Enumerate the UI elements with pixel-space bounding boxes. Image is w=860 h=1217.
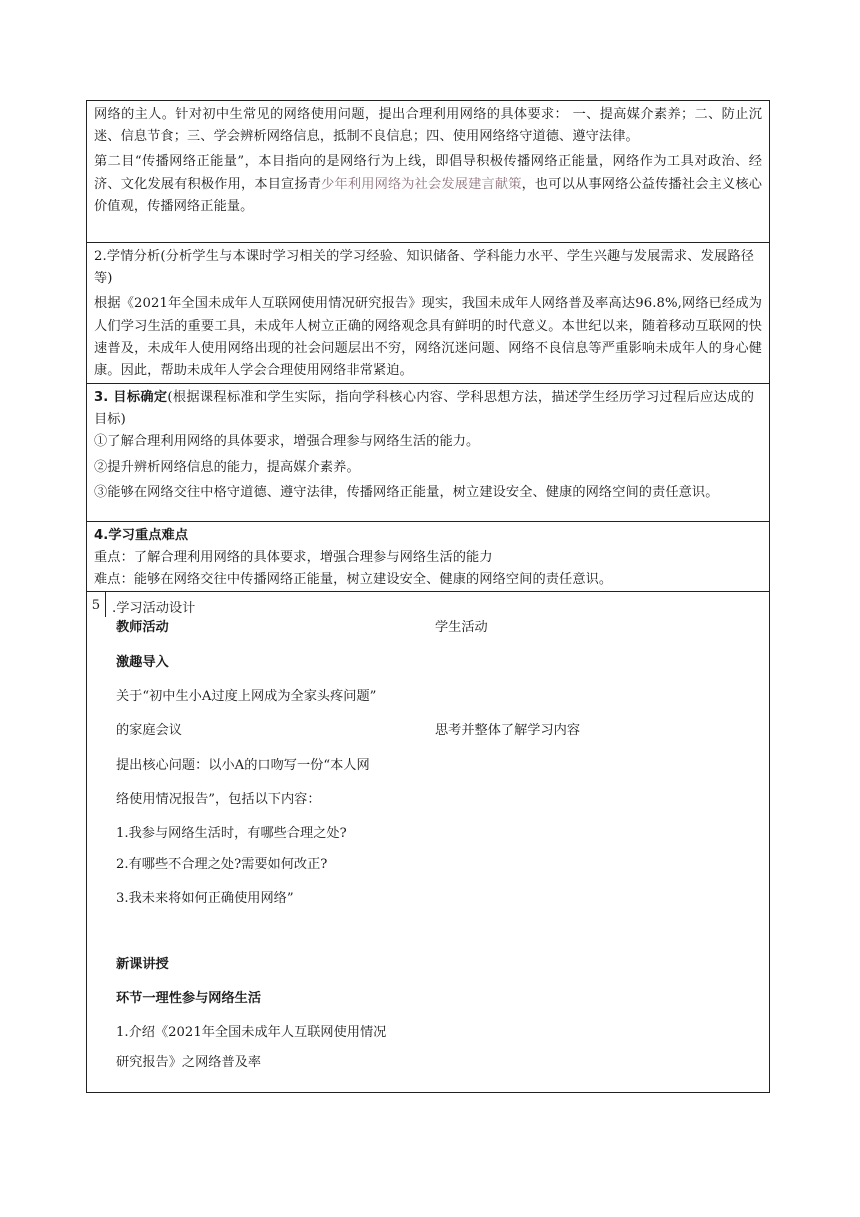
content-paragraph-2-text: 第二目“传播网络正能量”，本目指向的是网络行为上线，即倡导积极传播网络正能量，网络作为工具对政治、经济、文化发展有积极作用，本目宣扬青 <box>94 154 762 192</box>
learner-analysis-heading: 2.学情分析(分析学生与本课时学习相关的学习经验、知识储备、学科能力水平、学生兴趣与发展需求、发展路径等) <box>94 249 754 287</box>
student-activity-header: 学生活动 <box>435 620 488 635</box>
teacher-activity-header: 教师活动 <box>116 620 169 635</box>
goal-item-3: ③能够在网络交往中格守道德、遵守法律，传播网络正能量，树立建设安全、健康的网络空间的责任意识。 <box>94 484 719 500</box>
key-difficult-heading: 4.学习重点难点 <box>94 528 189 543</box>
goals-heading-note: (根据课程标准和学生实际，指向学科核心内容、学科思想方法，描述学生经历学习过程后应达成的目标) <box>94 390 754 428</box>
core-question-line-1: 提出核心问题：以小A的口吻写一份“本人网 <box>116 758 370 773</box>
content-paragraph-1: 网络的主人。针对初中生常见的网络使用问题，提出合理利用网络的具体要求： 一、提高媒介素养；二、防止沉迷、信息节食；三、学会辨析网络信息，抵制不良信息；四、使用网络络守道德、遵守法律。 <box>94 107 762 145</box>
link1-item-line-2: 研究报告》之网络普及率 <box>116 1055 262 1070</box>
key-difficult-section <box>87 522 769 592</box>
lesson-plan-table <box>86 100 770 1093</box>
goals-section <box>87 384 769 522</box>
content-paragraph-2 <box>94 151 762 218</box>
link1-item-line-1: 1.介绍《2021年全国未成年人互联网使用情况 <box>116 1025 387 1040</box>
student-intro: 思考并整体了解学习内容 <box>435 723 581 738</box>
intro-line-1: 关于“初中生小A过度上网成为全家头疼问题” <box>116 689 377 704</box>
learner-analysis-body: 根据《2021年全国未成年人互联网使用情况研究报告》现实，我国未成年人网络普及率高达96.8%,网络已经成为人们学习生活的重要工具，未成年人树立正确的网络观念具有鲜明的时代意义。本世纪以来，随着移动互联网的快速普及，未成年人使用网络出现的社会问题层出不穷，网络沉迷问题、网络不良信息等严重影响未成年人的身心健康。因此，帮助未成年人学会合理使用网络非常紧迫。 <box>94 296 762 379</box>
core-question-line-2: 络使用情况报告”，包括以下内容： <box>116 792 321 807</box>
core-question-item-1: 1.我参与网络生活时，有哪些合理之处? <box>116 826 347 841</box>
content-analysis-section <box>87 101 769 243</box>
activity-design-title: .学习活动设计 <box>112 601 196 616</box>
difficult-point: 难点：能够在网络交往中传播网络正能量，树立建设安全、健康的网络空间的责任意识。 <box>94 572 613 588</box>
core-question-item-2: 2.有哪些不合理之处?需要如何改正? <box>116 857 328 872</box>
content-paragraph-2-end: ，也可以从事网络公益传播社会主义核心价值观，传播网络正能量。 <box>94 176 762 214</box>
highlighted-phrase: 少年利用网络为社会发展建言献策 <box>321 176 522 192</box>
link1-heading: 环节一理性参与网络生活 <box>116 991 262 1006</box>
intro-line-2: 的家庭会议 <box>116 723 182 738</box>
goal-item-1: ①了解合理利用网络的具体要求，增强合理参与网络生活的能力。 <box>94 434 480 450</box>
goals-heading-title: 3. 目标确定 <box>94 390 168 405</box>
new-lesson-heading: 新课讲授 <box>116 957 169 972</box>
goal-item-2: ②提升辨析网络信息的能力，提高媒介素养。 <box>94 459 360 475</box>
key-point: 重点：了解合理利用网络的具体要求，增强合理参与网络生活的能力 <box>94 550 493 566</box>
core-question-item-3: 3.我未来将如何正确使用网络” <box>116 891 294 906</box>
activity-design-section <box>87 592 769 1092</box>
learner-analysis-section <box>87 243 769 384</box>
goals-heading <box>94 387 754 431</box>
section-number: 5 <box>87 592 106 617</box>
intro-heading: 激趣导入 <box>116 655 169 670</box>
